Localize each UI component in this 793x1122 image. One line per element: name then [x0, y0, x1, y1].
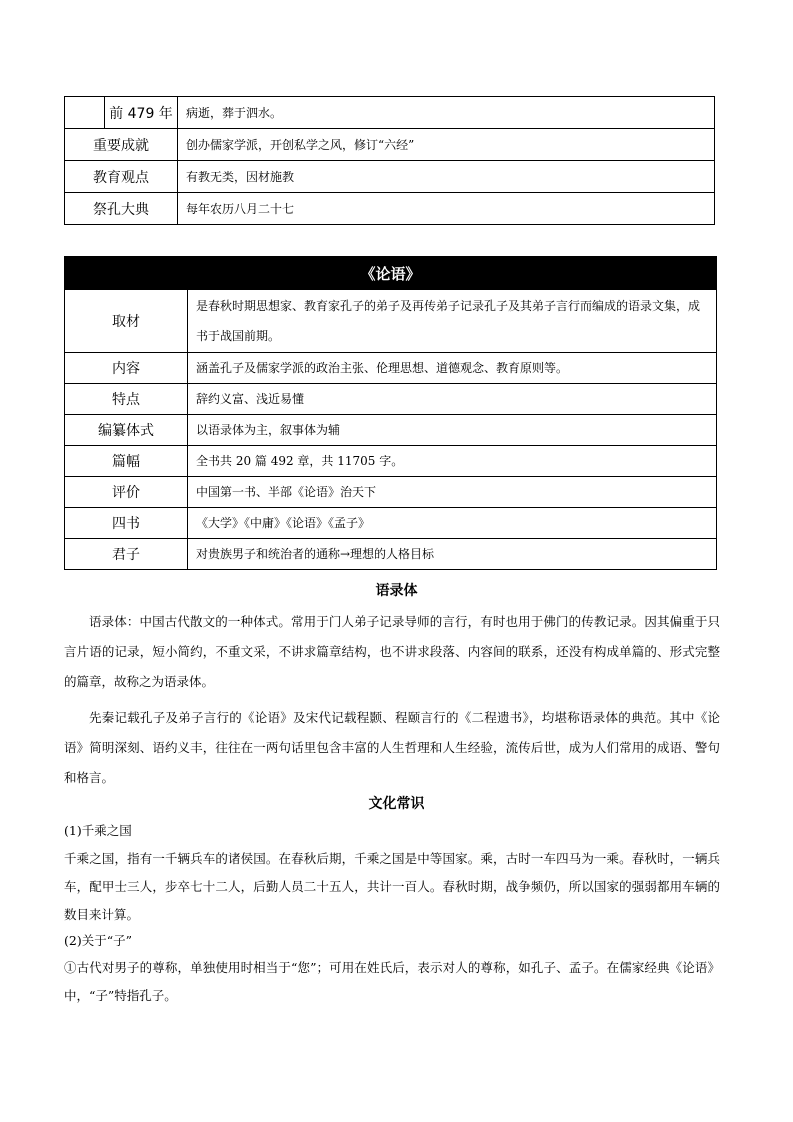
- row-value: 对贵族男子和统治者的通称→理想的人格目标: [188, 539, 717, 570]
- item-title: (2)关于“子”: [64, 933, 132, 948]
- section-heading-yuluti: 语录体: [375, 583, 418, 599]
- row-value: 《大学》《中庸》《论语》《孟子》: [188, 508, 717, 539]
- row-value: 每年农历八月二十七: [178, 193, 715, 225]
- table-title: 《论语》: [65, 257, 717, 290]
- section-heading-culture: 文化常识: [368, 796, 425, 812]
- lunyu-table: [64, 256, 717, 570]
- row-label: 编纂体式: [65, 415, 188, 446]
- table-row: [65, 446, 717, 477]
- table-row: [65, 193, 715, 225]
- row-label: 取材: [65, 290, 188, 353]
- table-row: [65, 508, 717, 539]
- row-label: 特点: [65, 384, 188, 415]
- row-value: 有教无类，因材施教: [178, 161, 715, 193]
- row-label: 四书: [65, 508, 188, 539]
- table-row: [65, 415, 717, 446]
- table-row: [65, 290, 717, 353]
- row-value: 以语录体为主，叙事体为辅: [188, 415, 717, 446]
- table-row: [65, 97, 715, 129]
- row-value: 全书共 20 篇 492 章，共 11705 字。: [188, 446, 717, 477]
- item-text: ①古代对男子的尊称，单独使用时相当于“您”；可用在姓氏后，表示对人的尊称，如孔子、孟子。在儒家经典《论语》中，“子”特指孔子。: [64, 960, 720, 1003]
- item-title: (1)千乘之国: [64, 823, 132, 838]
- table-header-row: [65, 257, 717, 290]
- row-label: 前 479 年: [105, 97, 178, 129]
- item-text: 千乘之国，指有一千辆兵车的诸侯国。在春秋后期，千乘之国是中等国家。乘，古时一车四马为一乘。春秋时，一辆兵车，配甲士三人，步卒七十二人，后勤人员二十五人，共计一百人。春秋时期，战争频仍，所以国家的强弱都用车辆的数目来计算。: [64, 851, 720, 922]
- chronology-table: [64, 96, 715, 225]
- row-value: 是春秋时期思想家、教育家孔子的弟子及再传弟子记录孔子及其弟子言行而编成的语录文集，成书于战国前期。: [188, 290, 717, 353]
- row-value: 辞约义富、浅近易懂: [188, 384, 717, 415]
- row-value: 涵盖孔子及儒家学派的政治主张、伦理思想、道德观念、教育原则等。: [188, 353, 717, 384]
- body-paragraph: 先秦记载孔子及弟子言行的《论语》及宋代记载程颢、程颐言行的《二程遗书》，均堪称语录体的典范。其中《论语》简明深刻、语约义丰，往往在一两句话里包含丰富的人生哲理和人生经验，流传后世，成为人们常用的成语、警句和格言。: [64, 710, 720, 785]
- table-row: [65, 384, 717, 415]
- row-label: 篇幅: [65, 446, 188, 477]
- table-cell-empty: [65, 97, 105, 129]
- row-label: 内容: [65, 353, 188, 384]
- row-label: 教育观点: [65, 161, 178, 193]
- body-paragraph: 语录体：中国古代散文的一种体式。常用于门人弟子记录导师的言行，有时也用于佛门的传教记录。因其偏重于只言片语的记录，短小简约，不重文采，不讲求篇章结构，也不讲求段落、内容间的联系，还没有构成单篇的、形式完整的篇章，故称之为语录体。: [64, 614, 720, 689]
- table-row: [65, 129, 715, 161]
- row-value: 中国第一书、半部《论语》治天下: [188, 477, 717, 508]
- table-row: [65, 353, 717, 384]
- row-label: 祭孔大典: [65, 193, 178, 225]
- row-label: 君子: [65, 539, 188, 570]
- row-label: 评价: [65, 477, 188, 508]
- table-row: [65, 161, 715, 193]
- row-label: 重要成就: [65, 129, 178, 161]
- table-row: [65, 477, 717, 508]
- row-value: 病逝，葬于泗水。: [178, 97, 715, 129]
- table-row: [65, 539, 717, 570]
- row-value: 创办儒家学派，开创私学之风，修订“六经”: [178, 129, 715, 161]
